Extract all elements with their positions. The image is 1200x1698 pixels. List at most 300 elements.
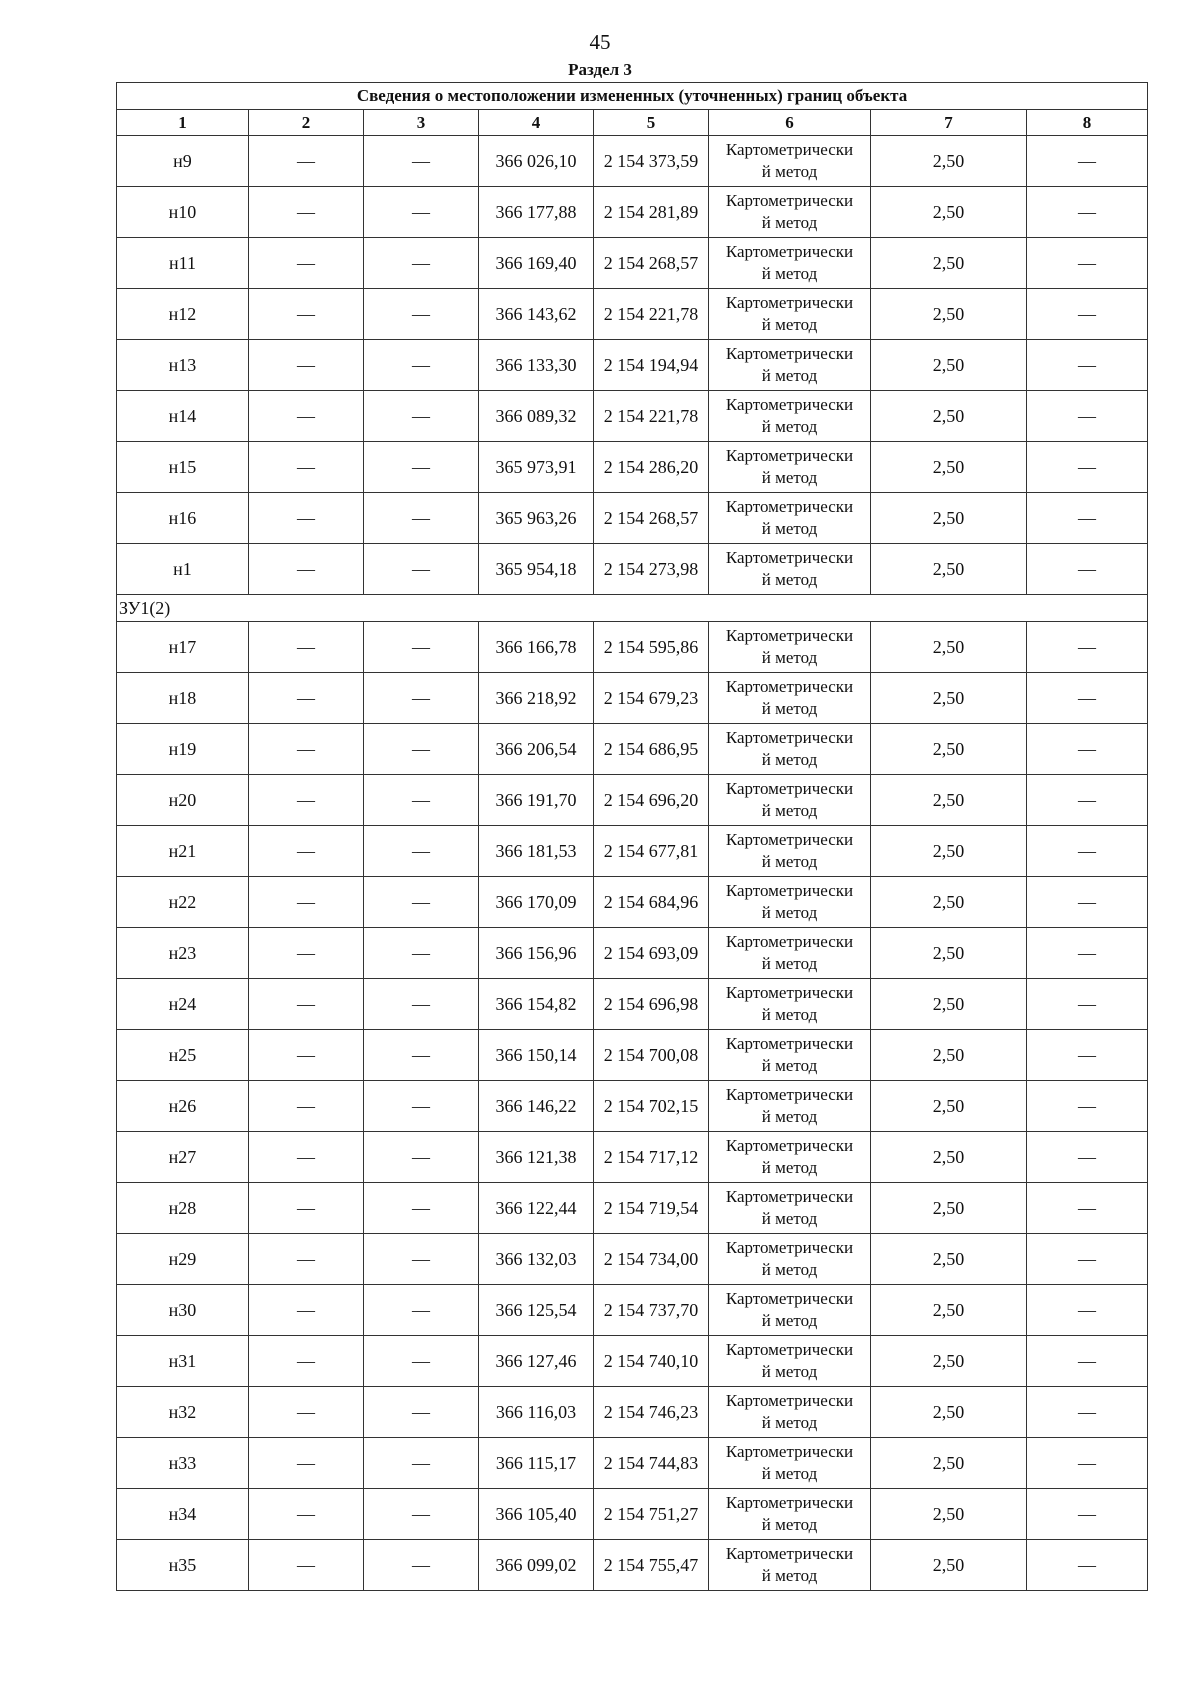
y-coordinate-cell: 2 154 686,95 (594, 724, 709, 775)
method-text-line1: Картометрически (725, 932, 854, 951)
method-cell (709, 1387, 871, 1438)
y-coordinate-cell: 2 154 734,00 (594, 1234, 709, 1285)
method-cell (709, 187, 871, 238)
table-row (117, 1234, 1148, 1285)
table-row (117, 544, 1148, 595)
table-row (117, 340, 1148, 391)
y-coordinate-cell: 2 154 221,78 (594, 289, 709, 340)
method-text-line2: й метод (761, 366, 818, 385)
dash-cell: — (249, 826, 364, 877)
dash-cell: — (1027, 877, 1148, 928)
point-id-cell: н21 (117, 826, 249, 877)
y-coordinate-cell: 2 154 286,20 (594, 442, 709, 493)
dash-cell: — (249, 1081, 364, 1132)
x-coordinate-cell: 366 154,82 (479, 979, 594, 1030)
method-cell (709, 1132, 871, 1183)
column-number: 6 (709, 110, 871, 136)
dash-cell: — (364, 928, 479, 979)
method-cell (709, 826, 871, 877)
method-cell (709, 1030, 871, 1081)
x-coordinate-cell: 366 127,46 (479, 1336, 594, 1387)
x-coordinate-cell: 366 121,38 (479, 1132, 594, 1183)
y-coordinate-cell: 2 154 268,57 (594, 238, 709, 289)
dash-cell: — (1027, 544, 1148, 595)
dash-cell: — (1027, 1234, 1148, 1285)
point-id-cell: н28 (117, 1183, 249, 1234)
dash-cell: — (1027, 493, 1148, 544)
dash-cell: — (249, 1285, 364, 1336)
dash-cell: — (1027, 1132, 1148, 1183)
y-coordinate-cell: 2 154 693,09 (594, 928, 709, 979)
method-cell (709, 1285, 871, 1336)
point-id-cell: н15 (117, 442, 249, 493)
method-text-line2: й метод (761, 264, 818, 283)
column-number: 8 (1027, 110, 1148, 136)
dash-cell: — (364, 724, 479, 775)
method-text-line2: й метод (761, 1260, 818, 1279)
dash-cell: — (249, 391, 364, 442)
precision-cell: 2,50 (871, 1540, 1027, 1591)
table-row (117, 1285, 1148, 1336)
y-coordinate-cell: 2 154 194,94 (594, 340, 709, 391)
method-cell (709, 1540, 871, 1591)
x-coordinate-cell: 366 116,03 (479, 1387, 594, 1438)
method-text-line1: Картометрически (725, 1136, 854, 1155)
precision-cell: 2,50 (871, 340, 1027, 391)
precision-cell: 2,50 (871, 826, 1027, 877)
point-id-cell: н12 (117, 289, 249, 340)
dash-cell: — (364, 622, 479, 673)
method-text-line2: й метод (761, 315, 818, 334)
section-title: Раздел 3 (568, 60, 632, 79)
precision-cell: 2,50 (871, 1132, 1027, 1183)
precision-cell: 2,50 (871, 391, 1027, 442)
point-id-cell: н17 (117, 622, 249, 673)
x-coordinate-cell: 366 206,54 (479, 724, 594, 775)
precision-cell: 2,50 (871, 979, 1027, 1030)
dash-cell: — (1027, 187, 1148, 238)
point-id-cell: н14 (117, 391, 249, 442)
method-text-line1: Картометрически (725, 1034, 854, 1053)
dash-cell: — (364, 238, 479, 289)
table-row (117, 238, 1148, 289)
dash-cell: — (364, 673, 479, 724)
method-text-line1: Картометрически (725, 1442, 854, 1461)
dash-cell: — (1027, 238, 1148, 289)
method-text-line1: Картометрически (725, 779, 854, 798)
point-id-cell: н32 (117, 1387, 249, 1438)
method-text-line2: й метод (761, 1005, 818, 1024)
table-row (117, 1387, 1148, 1438)
dash-cell: — (1027, 136, 1148, 187)
dash-cell: — (364, 1234, 479, 1285)
x-coordinate-cell: 365 973,91 (479, 442, 594, 493)
method-cell (709, 775, 871, 826)
method-text-line2: й метод (761, 519, 818, 538)
dash-cell: — (1027, 289, 1148, 340)
column-number: 2 (249, 110, 364, 136)
dash-cell: — (249, 238, 364, 289)
y-coordinate-cell: 2 154 677,81 (594, 826, 709, 877)
dash-cell: — (249, 187, 364, 238)
precision-cell: 2,50 (871, 1489, 1027, 1540)
method-cell (709, 544, 871, 595)
dash-cell: — (364, 877, 479, 928)
page-number: 45 (589, 30, 611, 54)
method-text-line1: Картометрически (725, 1238, 854, 1257)
point-id-cell: н35 (117, 1540, 249, 1591)
column-number: 7 (871, 110, 1027, 136)
method-text-line1: Картометрически (725, 1544, 854, 1563)
point-id-cell: н20 (117, 775, 249, 826)
precision-cell: 2,50 (871, 1183, 1027, 1234)
precision-cell: 2,50 (871, 1081, 1027, 1132)
dash-cell: — (249, 1234, 364, 1285)
point-id-cell: н18 (117, 673, 249, 724)
precision-cell: 2,50 (871, 1030, 1027, 1081)
table-caption: Сведения о местоположении измененных (уточненных) границ объекта (117, 83, 1148, 110)
method-text-line1: Картометрически (725, 191, 854, 210)
x-coordinate-cell: 366 156,96 (479, 928, 594, 979)
table-row (117, 289, 1148, 340)
x-coordinate-cell: 366 177,88 (479, 187, 594, 238)
precision-cell: 2,50 (871, 1387, 1027, 1438)
table-row (117, 442, 1148, 493)
method-cell (709, 1234, 871, 1285)
y-coordinate-cell: 2 154 273,98 (594, 544, 709, 595)
x-coordinate-cell: 366 125,54 (479, 1285, 594, 1336)
point-id-cell: н30 (117, 1285, 249, 1336)
method-text-line2: й метод (761, 1362, 818, 1381)
dash-cell: — (364, 493, 479, 544)
dash-cell: — (249, 493, 364, 544)
method-text-line1: Картометрически (725, 548, 854, 567)
table-row (117, 979, 1148, 1030)
dash-cell: — (249, 136, 364, 187)
precision-cell: 2,50 (871, 622, 1027, 673)
y-coordinate-cell: 2 154 281,89 (594, 187, 709, 238)
dash-cell: — (364, 1183, 479, 1234)
method-text-line2: й метод (761, 1464, 818, 1483)
dash-cell: — (249, 1438, 364, 1489)
y-coordinate-cell: 2 154 595,86 (594, 622, 709, 673)
dash-cell: — (249, 979, 364, 1030)
method-text-line1: Картометрически (725, 830, 854, 849)
point-id-cell: н26 (117, 1081, 249, 1132)
dash-cell: — (364, 1438, 479, 1489)
method-cell (709, 340, 871, 391)
table-row (117, 136, 1148, 187)
point-id-cell: н24 (117, 979, 249, 1030)
y-coordinate-cell: 2 154 268,57 (594, 493, 709, 544)
dash-cell: — (1027, 622, 1148, 673)
method-text-line1: Картометрически (725, 881, 854, 900)
precision-cell: 2,50 (871, 238, 1027, 289)
method-text-line2: й метод (761, 954, 818, 973)
point-id-cell: н11 (117, 238, 249, 289)
precision-cell: 2,50 (871, 1285, 1027, 1336)
dash-cell: — (364, 442, 479, 493)
column-number: 4 (479, 110, 594, 136)
method-cell (709, 928, 871, 979)
dash-cell: — (1027, 775, 1148, 826)
method-cell (709, 877, 871, 928)
y-coordinate-cell: 2 154 373,59 (594, 136, 709, 187)
dash-cell: — (1027, 673, 1148, 724)
table-row (117, 622, 1148, 673)
method-text-line2: й метод (761, 1107, 818, 1126)
y-coordinate-cell: 2 154 221,78 (594, 391, 709, 442)
dash-cell: — (249, 1387, 364, 1438)
method-cell (709, 136, 871, 187)
dash-cell: — (364, 391, 479, 442)
y-coordinate-cell: 2 154 719,54 (594, 1183, 709, 1234)
column-number: 3 (364, 110, 479, 136)
table-row (117, 928, 1148, 979)
x-coordinate-cell: 366 105,40 (479, 1489, 594, 1540)
x-coordinate-cell: 366 218,92 (479, 673, 594, 724)
dash-cell: — (249, 1132, 364, 1183)
dash-cell: — (249, 1489, 364, 1540)
dash-cell: — (249, 1336, 364, 1387)
y-coordinate-cell: 2 154 702,15 (594, 1081, 709, 1132)
method-text-line1: Картометрически (725, 1289, 854, 1308)
method-cell (709, 1081, 871, 1132)
y-coordinate-cell: 2 154 755,47 (594, 1540, 709, 1591)
method-text-line2: й метод (761, 852, 818, 871)
table-row (117, 1081, 1148, 1132)
point-id-cell: н13 (117, 340, 249, 391)
dash-cell: — (364, 775, 479, 826)
dash-cell: — (364, 1540, 479, 1591)
precision-cell: 2,50 (871, 544, 1027, 595)
dash-cell: — (1027, 928, 1148, 979)
dash-cell: — (1027, 1387, 1148, 1438)
precision-cell: 2,50 (871, 724, 1027, 775)
method-cell (709, 1183, 871, 1234)
method-text-line1: Картометрически (725, 626, 854, 645)
method-cell (709, 979, 871, 1030)
point-id-cell: н29 (117, 1234, 249, 1285)
method-text-line2: й метод (761, 1413, 818, 1432)
method-text-line2: й метод (761, 162, 818, 181)
dash-cell: — (1027, 1285, 1148, 1336)
y-coordinate-cell: 2 154 744,83 (594, 1438, 709, 1489)
y-coordinate-cell: 2 154 737,70 (594, 1285, 709, 1336)
point-id-cell: н1 (117, 544, 249, 595)
method-text-line2: й метод (761, 699, 818, 718)
method-text-line1: Картометрически (725, 446, 854, 465)
dash-cell: — (249, 1540, 364, 1591)
table-row (117, 826, 1148, 877)
table-row (117, 493, 1148, 544)
point-id-cell: н19 (117, 724, 249, 775)
method-text-line1: Картометрически (725, 293, 854, 312)
precision-cell: 2,50 (871, 289, 1027, 340)
precision-cell: 2,50 (871, 928, 1027, 979)
column-number: 1 (117, 110, 249, 136)
table-row (117, 673, 1148, 724)
dash-cell: — (249, 673, 364, 724)
method-text-line2: й метод (761, 570, 818, 589)
dash-cell: — (364, 1081, 479, 1132)
x-coordinate-cell: 365 954,18 (479, 544, 594, 595)
dash-cell: — (1027, 1540, 1148, 1591)
subsection-row (117, 595, 1148, 622)
dash-cell: — (364, 1336, 479, 1387)
dash-cell: — (1027, 1183, 1148, 1234)
method-text-line1: Картометрически (725, 677, 854, 696)
table-row (117, 724, 1148, 775)
point-id-cell: н27 (117, 1132, 249, 1183)
dash-cell: — (249, 1030, 364, 1081)
x-coordinate-cell: 365 963,26 (479, 493, 594, 544)
method-text-line1: Картометрически (725, 497, 854, 516)
point-id-cell: н25 (117, 1030, 249, 1081)
dash-cell: — (1027, 1081, 1148, 1132)
y-coordinate-cell: 2 154 751,27 (594, 1489, 709, 1540)
dash-cell: — (249, 1183, 364, 1234)
dash-cell: — (1027, 391, 1148, 442)
dash-cell: — (364, 1132, 479, 1183)
dash-cell: — (364, 1285, 479, 1336)
precision-cell: 2,50 (871, 673, 1027, 724)
x-coordinate-cell: 366 170,09 (479, 877, 594, 928)
method-text-line1: Картометрически (725, 1493, 854, 1512)
x-coordinate-cell: 366 132,03 (479, 1234, 594, 1285)
method-cell (709, 1489, 871, 1540)
method-text-line1: Картометрически (725, 395, 854, 414)
table-row (117, 877, 1148, 928)
dash-cell: — (249, 544, 364, 595)
x-coordinate-cell: 366 143,62 (479, 289, 594, 340)
x-coordinate-cell: 366 150,14 (479, 1030, 594, 1081)
precision-cell: 2,50 (871, 442, 1027, 493)
dash-cell: — (249, 622, 364, 673)
precision-cell: 2,50 (871, 1336, 1027, 1387)
dash-cell: — (249, 928, 364, 979)
method-cell (709, 289, 871, 340)
dash-cell: — (364, 289, 479, 340)
dash-cell: — (364, 340, 479, 391)
method-text-line2: й метод (761, 1515, 818, 1534)
table-row (117, 1438, 1148, 1489)
x-coordinate-cell: 366 166,78 (479, 622, 594, 673)
column-number: 5 (594, 110, 709, 136)
dash-cell: — (364, 1030, 479, 1081)
method-cell (709, 724, 871, 775)
table-row (117, 391, 1148, 442)
method-cell (709, 238, 871, 289)
dash-cell: — (1027, 1030, 1148, 1081)
precision-cell: 2,50 (871, 187, 1027, 238)
method-text-line2: й метод (761, 417, 818, 436)
dash-cell: — (249, 775, 364, 826)
method-text-line2: й метод (761, 1566, 818, 1585)
point-id-cell: н16 (117, 493, 249, 544)
method-text-line2: й метод (761, 801, 818, 820)
table-row (117, 1540, 1148, 1591)
y-coordinate-cell: 2 154 700,08 (594, 1030, 709, 1081)
method-text-line1: Картометрически (725, 728, 854, 747)
point-id-cell: н34 (117, 1489, 249, 1540)
dash-cell: — (364, 1387, 479, 1438)
table-row (117, 187, 1148, 238)
point-id-cell: н10 (117, 187, 249, 238)
dash-cell: — (364, 826, 479, 877)
column-number-row (117, 110, 1148, 136)
x-coordinate-cell: 366 122,44 (479, 1183, 594, 1234)
dash-cell: — (249, 442, 364, 493)
x-coordinate-cell: 366 146,22 (479, 1081, 594, 1132)
method-cell (709, 493, 871, 544)
method-cell (709, 442, 871, 493)
dash-cell: — (1027, 979, 1148, 1030)
table-row (117, 1183, 1148, 1234)
dash-cell: — (364, 544, 479, 595)
method-text-line1: Картометрически (725, 242, 854, 261)
y-coordinate-cell: 2 154 717,12 (594, 1132, 709, 1183)
dash-cell: — (1027, 724, 1148, 775)
y-coordinate-cell: 2 154 740,10 (594, 1336, 709, 1387)
y-coordinate-cell: 2 154 696,20 (594, 775, 709, 826)
point-id-cell: н33 (117, 1438, 249, 1489)
method-cell (709, 622, 871, 673)
point-id-cell: н9 (117, 136, 249, 187)
method-text-line1: Картометрически (725, 1187, 854, 1206)
precision-cell: 2,50 (871, 775, 1027, 826)
x-coordinate-cell: 366 191,70 (479, 775, 594, 826)
dash-cell: — (364, 1489, 479, 1540)
method-text-line2: й метод (761, 1056, 818, 1075)
dash-cell: — (249, 877, 364, 928)
method-text-line1: Картометрически (725, 1391, 854, 1410)
dash-cell: — (364, 979, 479, 1030)
x-coordinate-cell: 366 089,32 (479, 391, 594, 442)
dash-cell: — (1027, 826, 1148, 877)
table-row (117, 775, 1148, 826)
point-id-cell: н23 (117, 928, 249, 979)
x-coordinate-cell: 366 026,10 (479, 136, 594, 187)
x-coordinate-cell: 366 115,17 (479, 1438, 594, 1489)
y-coordinate-cell: 2 154 746,23 (594, 1387, 709, 1438)
method-text-line1: Картометрически (725, 1085, 854, 1104)
y-coordinate-cell: 2 154 696,98 (594, 979, 709, 1030)
dash-cell: — (1027, 1438, 1148, 1489)
dash-cell: — (364, 187, 479, 238)
method-text-line2: й метод (761, 1158, 818, 1177)
method-text-line1: Картометрически (725, 140, 854, 159)
method-text-line1: Картометрически (725, 1340, 854, 1359)
precision-cell: 2,50 (871, 877, 1027, 928)
x-coordinate-cell: 366 099,02 (479, 1540, 594, 1591)
dash-cell: — (1027, 442, 1148, 493)
method-cell (709, 1336, 871, 1387)
y-coordinate-cell: 2 154 684,96 (594, 877, 709, 928)
dash-cell: — (249, 340, 364, 391)
table-row (117, 1336, 1148, 1387)
subsection-label: ЗУ1(2) (117, 595, 1148, 622)
dash-cell: — (364, 136, 479, 187)
method-text-line2: й метод (761, 750, 818, 769)
table-row (117, 1489, 1148, 1540)
precision-cell: 2,50 (871, 493, 1027, 544)
method-text-line2: й метод (761, 213, 818, 232)
x-coordinate-cell: 366 169,40 (479, 238, 594, 289)
dash-cell: — (1027, 1489, 1148, 1540)
method-text-line1: Картометрически (725, 344, 854, 363)
method-cell (709, 673, 871, 724)
